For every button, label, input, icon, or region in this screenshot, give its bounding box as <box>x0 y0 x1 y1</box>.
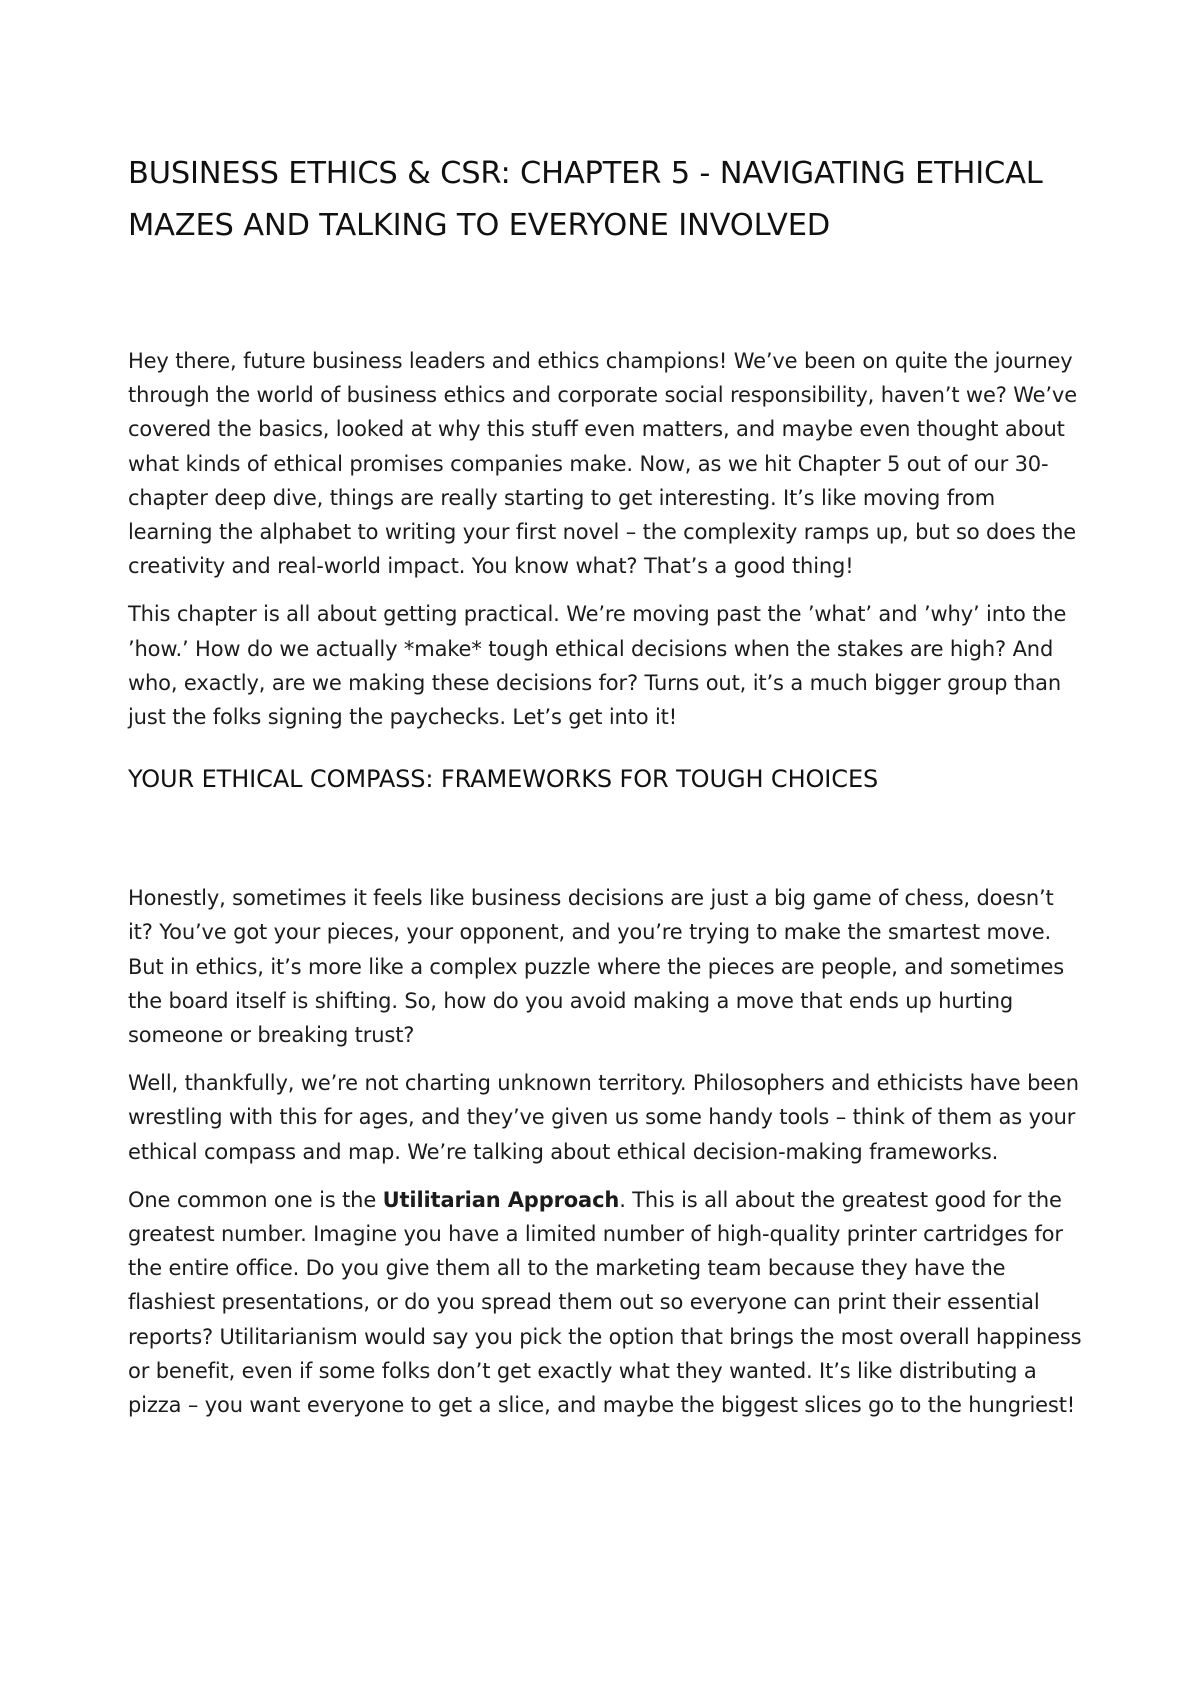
document-title: BUSINESS ETHICS & CSR: CHAPTER 5 - NAVIGATING ETHICAL MAZES AND TALKING TO EVERYONE INVOLVED <box>128 156 1043 243</box>
section-paragraph-1: Honestly, sometimes it feels like business decisions are just a big game of chess, doesn’t it? You’ve got your pieces, your opponent, and you’re trying to make the smartest move. But in ethics, it’s more like a complex puzzle where the pieces are people, and sometimes the board itself is shifting. So, how do you avoid making a move that ends up hurting someone or breaking trust? <box>128 886 1065 1048</box>
utilitarian-body-text: . This is all about the greatest good for the greatest number. Imagine you have a limited number of high-quality printer cartridges for the entire office. Do you give them all to the marketing team because they have the flashiest presentations, or do you spread them out so everyone can print their essential reports? Utilitarianism would say you pick the option that brings the most overall happiness or benefit, even if some folks don’t get exactly what they wanted. It’s like distributing a pizza – you want everyone to get a slice, and maybe the biggest slices go to the hungriest! <box>128 1187 1082 1418</box>
section-heading: YOUR ETHICAL COMPASS: FRAMEWORKS FOR TOUGH CHOICES <box>128 765 879 794</box>
intro-paragraph-1: Hey there, future business leaders and ethics champions! We’ve been on quite the journey through the world of business ethics and corporate social responsibility, haven’t we? We’ve covered the basics, looked at why this stuff even matters, and maybe even thought about what kinds of ethical promises companies make. Now, as we hit Chapter 5 out of our 30-chapter deep dive, things are really starting to get interesting. It’s like moving from learning the alphabet to writing your first novel – the complexity ramps up, but so does the creativity and real-world impact. You know what? That’s a good thing! <box>128 349 1077 579</box>
utilitarian-paragraph <box>128 1183 1082 1422</box>
intro-paragraph-2: This chapter is all about getting practical. We’re moving past the ’what’ and ’why’ into the ’how.’ How do we actually *make* tough ethical decisions when the stakes are high? And who, exactly, are we making these decisions for? Turns out, it’s a much bigger group than just the folks signing the paychecks. Let’s get into it! <box>128 602 1067 730</box>
section-paragraph-2: Well, thankfully, we’re not charting unknown territory. Philosophers and ethicists have been wrestling with this for ages, and they’ve given us some handy tools – think of them as your ethical compass and map. We’re talking about ethical decision-making frameworks. <box>128 1071 1079 1164</box>
utilitarian-intro-text: One common one is the <box>128 1187 383 1212</box>
utilitarian-approach-term: Utilitarian Approach <box>382 1187 620 1212</box>
